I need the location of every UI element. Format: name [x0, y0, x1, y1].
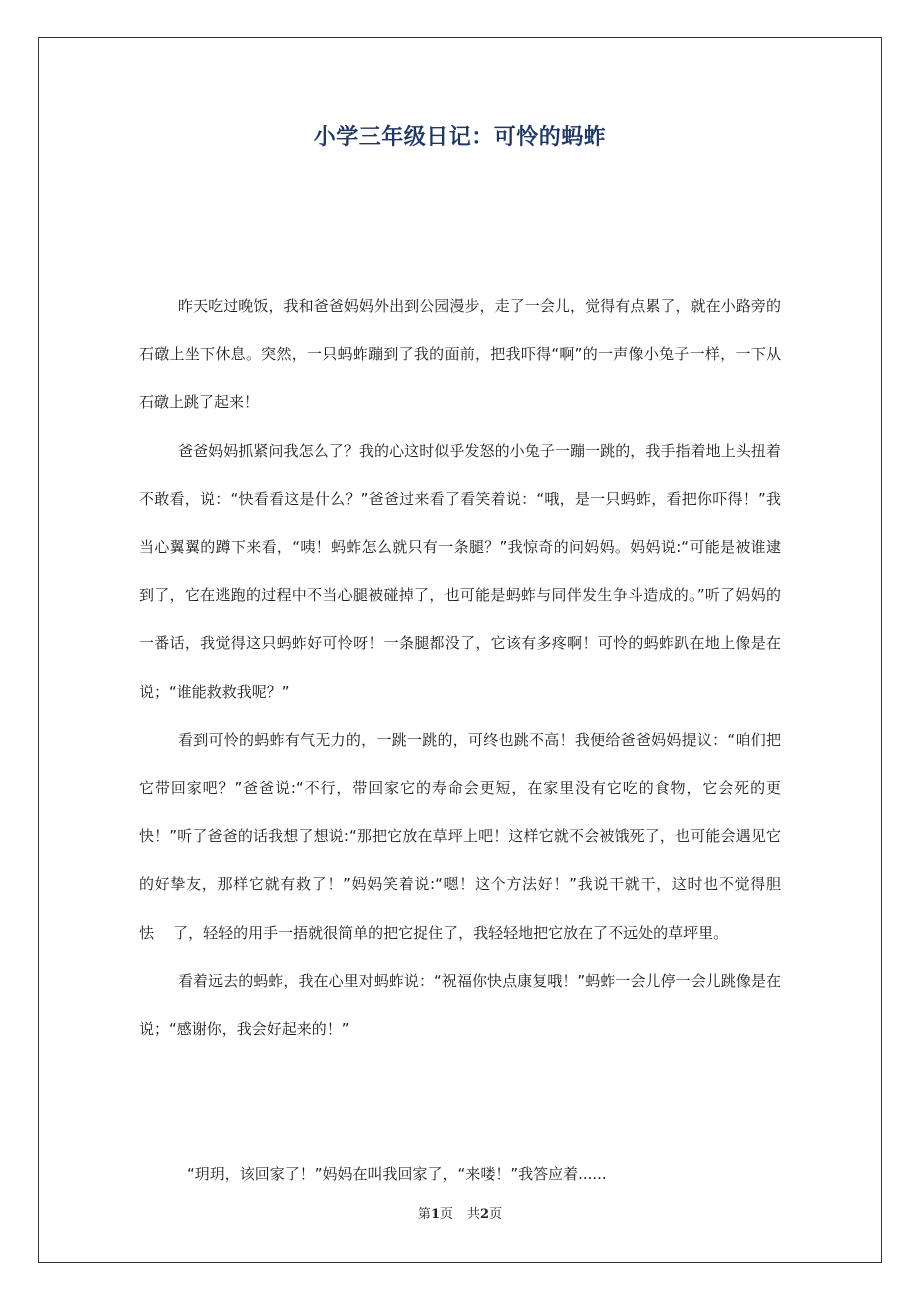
paragraph: 看着远去的蚂蚱，我在心里对蚂蚱说：“祝福你快点康复哦！”蚂蚱一会儿停一会儿跳像是在说；“感谢你，我会好起来的！”	[139, 971, 781, 1039]
paragraph: 爸爸妈妈抓紧问我怎么了？我的心这时似乎发怒的小兔子一蹦一跳的，我手指着地上头扭着不敢看，说：“快看看这是什么？”爸爸过来看了看笑着说：“哦，是一只蚂蚱，看把你吓得！”我当心翼翼的蹲下来看，“咦！蚂蚱怎么就只有一条腿？”我惊奇的问妈妈。妈妈说:“可能是被谁逮到了，它在逃跑的过程中不当心腿被碰掉了，也可能是蚂蚱与同伴发生争斗造成的。”听了妈妈的一番话，我觉得这只蚂蚱好可怜呀！一条腿都没了，它该有多疼啊！可怜的蚂蚱趴在地上像是在说；“谁能救救我呢？”	[139, 441, 781, 701]
total-suffix: 页	[489, 1207, 503, 1222]
page-footer	[0, 1204, 920, 1226]
current-page-number: 1	[430, 1207, 440, 1222]
document-body	[139, 282, 781, 1053]
document-title: 小学三年级日记：可怜的蚂蚱	[313, 125, 607, 150]
paragraph: 看到可怜的蚂蚱有气无力的，一跳一跳的，可终也跳不高！我便给爸爸妈妈提议：“咱们把它带回家吧？”爸爸说:“不行，带回家它的寿命会更短，在家里没有它吃的食物，它会死的更快！”听了爸爸的话我想了想说:“那把它放在草坪上吧！这样它就不会被饿死了，也可能会遇见它的好挚友，那样它就有救了！”妈妈笑着说:“嗯！这个方法好！”我说干就干，这时也不觉得胆怯 了，轻轻的用手一捂就很简单的把它捉住了，我轻轻地把它放在了不远处的草坪里。	[139, 730, 781, 942]
total-pages-number: 2	[480, 1207, 490, 1222]
total-prefix: 共	[467, 1207, 481, 1222]
paragraph: 昨天吃过晚饭，我和爸爸妈妈外出到公园漫步，走了一会儿，觉得有点累了，就在小路旁的石礅上坐下休息。突然，一只蚂蚱蹦到了我的面前，把我吓得“啊”的一声像小兔子一样，一下从石礅上跳了起来！	[139, 297, 781, 412]
page-prefix: 第	[417, 1207, 431, 1222]
closing-paragraph: “玥玥，该回家了！”妈妈在叫我回家了，“来喽！”我答应着......	[187, 1165, 607, 1183]
page-suffix: 页	[439, 1207, 453, 1222]
